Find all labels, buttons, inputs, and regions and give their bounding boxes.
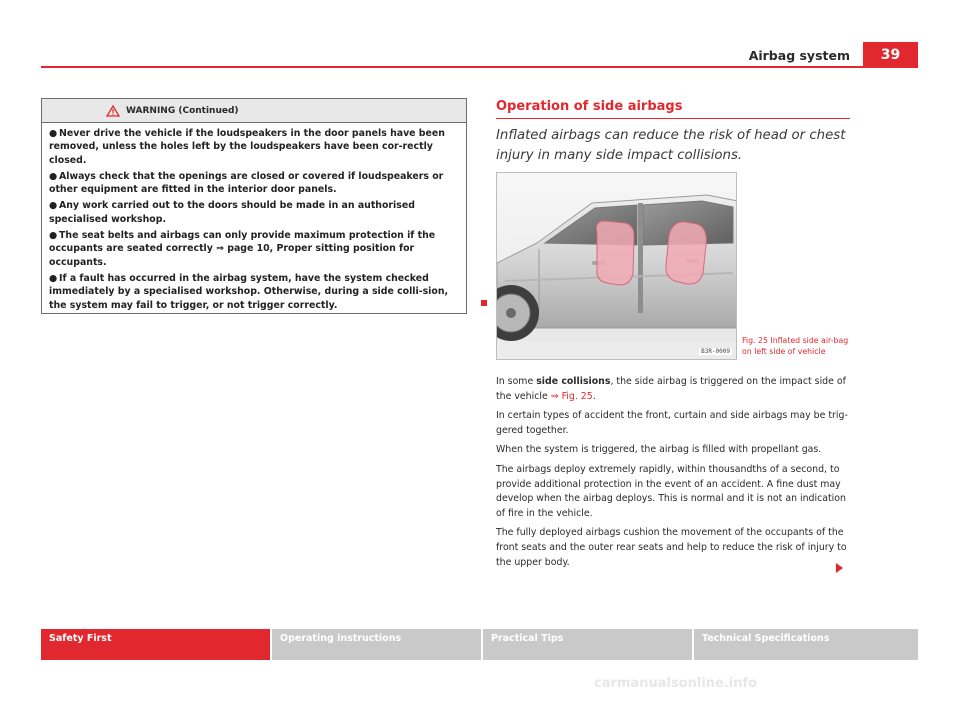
paragraph: The airbags deploy extremely rapidly, within thousandths of a second, to provide additional protection in the event of an accident. A fine dust may develop when the airbag deploys. This is normal and it is not an indication of fire in the vehicle. [496,463,846,519]
footer-tab-practical-tips[interactable]: Practical Tips [483,629,692,660]
paragraph: When the system is triggered, the airbag is filled with propellant gas. [496,444,822,456]
section-rule [496,118,850,119]
text: , the side airbag is triggered on the impact side of the vehicle [496,376,846,402]
watermark: carmanualsonline.info [594,676,758,691]
paragraph: In certain types of accident the front, curtain and side airbags may be trig-gered together. [496,410,848,436]
warning-label: WARNING (Continued) [126,105,239,116]
warning-item [49,272,458,312]
section-end-marker [481,300,487,306]
footer-tab-safety-first[interactable]: Safety First [41,629,270,660]
warning-item [49,127,458,167]
side-airbag-figure [496,172,737,360]
page-number: 39 [863,42,918,68]
car-side-airbag-illustration [497,173,737,360]
emphasis: side collisions [536,376,611,387]
warning-item-text: Any work carried out to the doors should be made in an authorised specialised workshop. [49,200,415,225]
bullet: ● [49,230,58,242]
paragraph [496,375,852,404]
lead-text: Inflated airbags can reduce the risk of head or chest injury in many side impact collisions. [496,128,846,163]
warning-header [42,99,466,123]
bullet: ● [49,200,58,212]
figure-caption: Fig. 25 Inflated side air-bag on left side of vehicle [742,336,849,356]
warning-box [41,98,467,314]
warning-item-text: Always check that the openings are closed or covered if loudspeakers or other equipment are fitted in the interior door panels. [49,170,444,196]
bullet: ● [49,128,58,139]
text: . [592,390,596,402]
header-rule [41,66,918,68]
footer-tab-operating-instructions[interactable]: Operating instructions [272,629,481,660]
bullet: ● [49,272,58,284]
figure-reference-link[interactable]: ⇒ Fig. 25 [550,390,593,402]
warning-item-text: If a fault has occurred in the airbag system, have the system checked immediately by a specialised workshop. Otherwise, during a side colli-sion, the system may fail to trigger, or not trigger correctly. [49,272,449,311]
footer-tab-technical-specifications[interactable]: Technical Specifications [694,629,918,660]
text: In some [496,376,537,387]
section-title: Operation of side airbags [496,99,683,114]
warning-item [49,199,458,226]
warning-item [49,229,458,269]
footer-nav [41,629,918,660]
chapter-title: Airbag system [748,48,850,63]
bullet: ● [49,170,58,182]
figure-code: B3R-0009 [701,348,730,355]
warning-item-text: The seat belts and airbags can only provide maximum protection if the occupants are seated correctly ⇒ page 10, Proper sitting position for occupants. [49,230,436,268]
warning-triangle-icon [106,105,120,117]
paragraph: The fully deployed airbags cushion the movement of the occupants of the front seats and the outer rear seats and help to reduce the risk of injury to the upper body. [496,527,847,568]
continue-arrow-icon [836,563,843,573]
warning-item [49,170,458,197]
warning-item-text: Never drive the vehicle if the loudspeakers in the door panels have been removed, unless the holes left by the loudspeakers have been cor-rectly closed. [49,128,445,166]
body-text [496,375,852,575]
